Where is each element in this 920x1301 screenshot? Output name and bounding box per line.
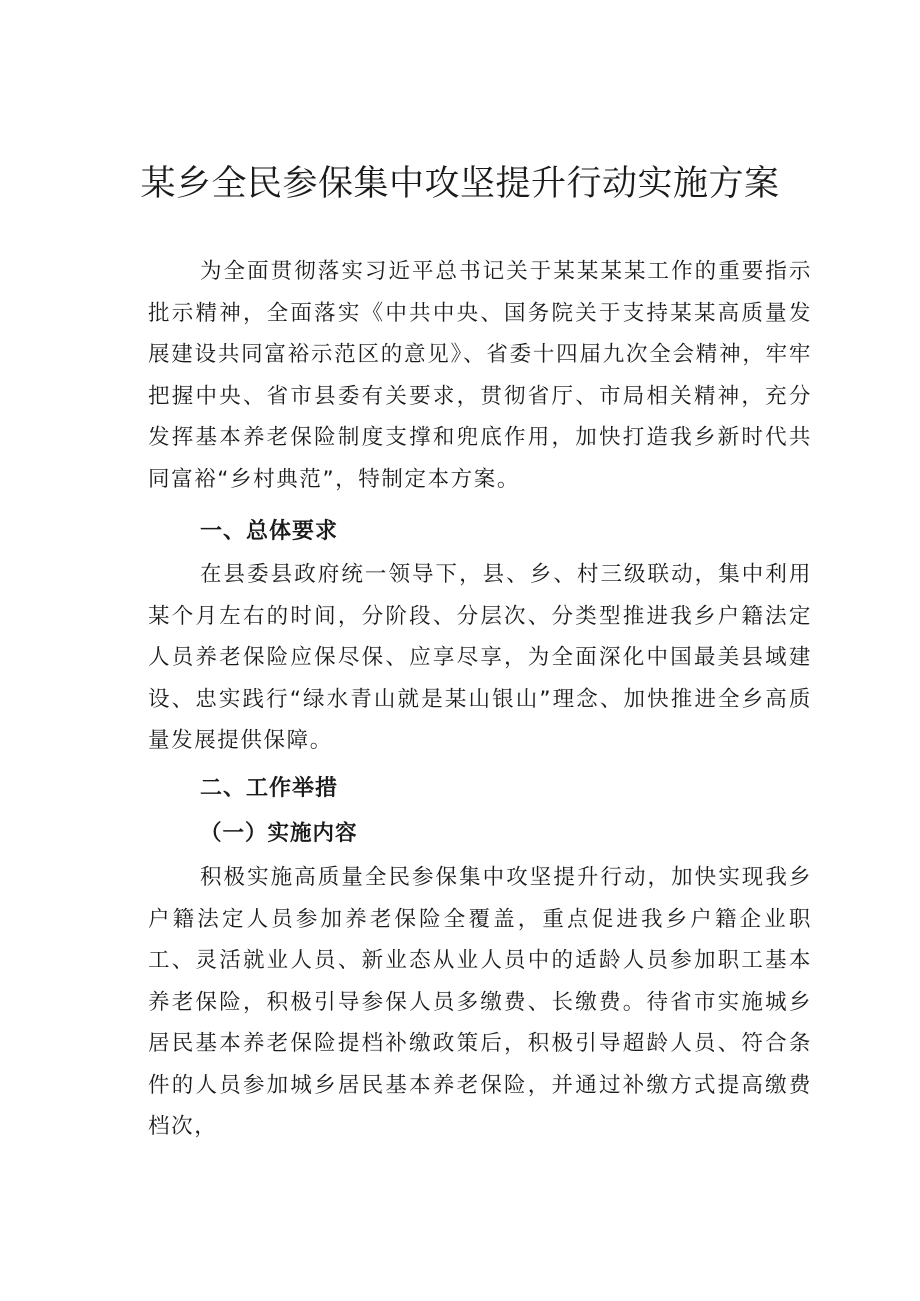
intro-paragraph: 为全面贯彻落实习近平总书记关于某某某某工作的重要指示批示精神，全面落实《中共中央、国务院关于支持某某高质量发展建设共同富裕示范区的意见》、省委十四届九次全会精神，牢牢把握中央、省市县委有关要求，贯彻省厅、市局相关精神，充分发挥基本养老保险制度支撑和兜底作用，加快打造我乡新时代共同富裕“乡村典范”，特制定本方案。 [148,259,812,492]
section-2-paragraph: 积极实施高质量全民参保集中攻坚提升行动，加快实现我乡户籍法定人员参加养老保险全覆盖，重点促进我乡户籍企业职工、灵活就业人员、新业态从业人员中的适龄人员参加职工基本养老保险，积极引导参保人员多缴费、长缴费。待省市实施城乡居民基本养老保险提档补缴政策后，积极引导超龄人员、符合条件的人员参加城乡居民基本养老保险，并通过补缴方式提高缴费档次， [148,865,812,1139]
section-2-subheading: （一）实施内容 [200,821,358,846]
section-2-heading: 二、工作举措 [200,776,339,801]
section-1-paragraph: 在县委县政府统一领导下，县、乡、村三级联动，集中利用某个月左右的时间，分阶段、分层次、分类型推进我乡户籍法定人员养老保险应保尽保、应享尽享，为全面深化中国最美县域建设、忠实践行“绿水青山就是某山银山”理念、加快推进全乡高质量发展提供保障。 [148,562,812,753]
document-title: 某乡全民参保集中攻坚提升行动实施方案 [140,164,780,204]
section-1-heading: 一、总体要求 [200,519,339,544]
